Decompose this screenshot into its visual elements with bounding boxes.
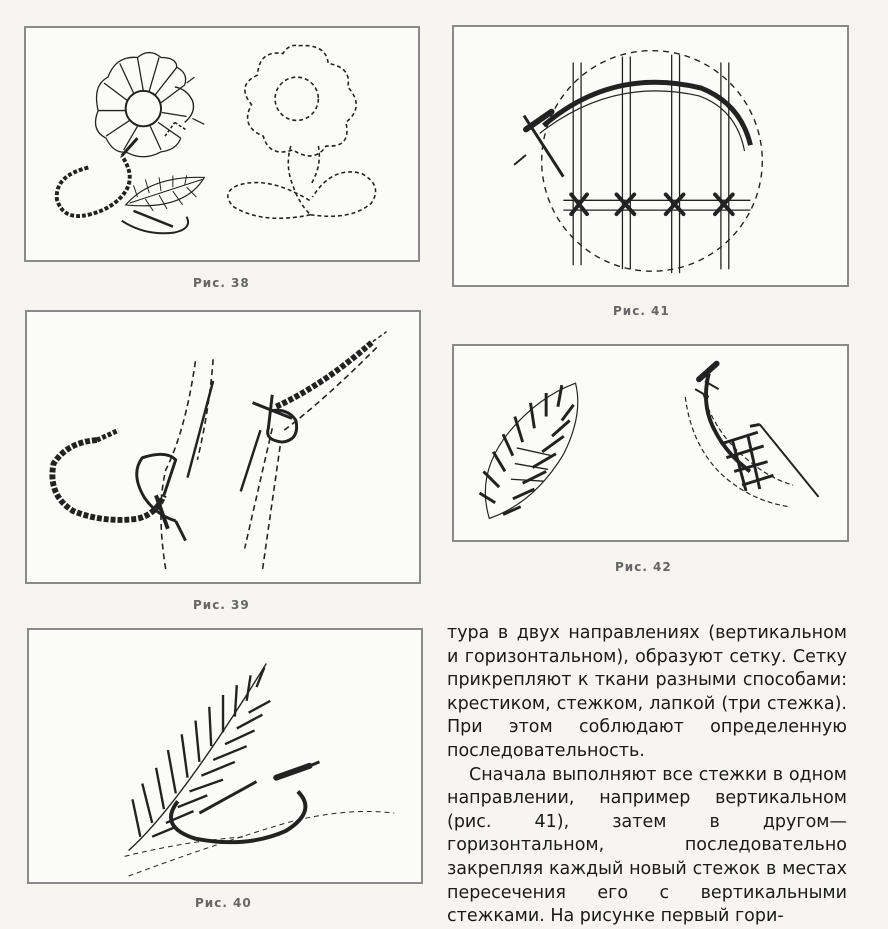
paragraph-2: Сначала выполняют все стежки в одном направлении, например вертикальном (рис. 41), затем в другом—горизонтальном, последовательно закрепляя каждый новый стежок в местах пересечения его с вертикальными стежками. На рисунке первый гори- (447, 764, 847, 927)
figure-38-caption: Рис. 38 (193, 276, 250, 290)
figure-38 (24, 26, 420, 262)
figure-40-caption: Рис. 40 (195, 896, 252, 910)
figure-40-illustration (29, 630, 421, 882)
figure-41 (452, 25, 849, 287)
figure-39-illustration (27, 312, 419, 582)
figure-41-illustration (454, 27, 847, 285)
figure-41-caption: Рис. 41 (613, 304, 670, 318)
paragraph-1: тура в двух направлениях (вертикальном и горизонтальном), образуют сетку. Сетку прикрепляют к ткани разными способами: крестиком, стежком, лапкой (три стежка). При этом соблюдают определенную последовательность. (447, 623, 847, 761)
figure-40 (27, 628, 423, 884)
figure-42 (452, 344, 849, 542)
figure-38-illustration (26, 28, 418, 260)
body-text (447, 622, 847, 929)
figure-39 (25, 310, 421, 584)
figure-39-caption: Рис. 39 (193, 598, 250, 612)
figure-42-caption: Рис. 42 (615, 560, 672, 574)
figure-42-illustration (454, 346, 847, 540)
